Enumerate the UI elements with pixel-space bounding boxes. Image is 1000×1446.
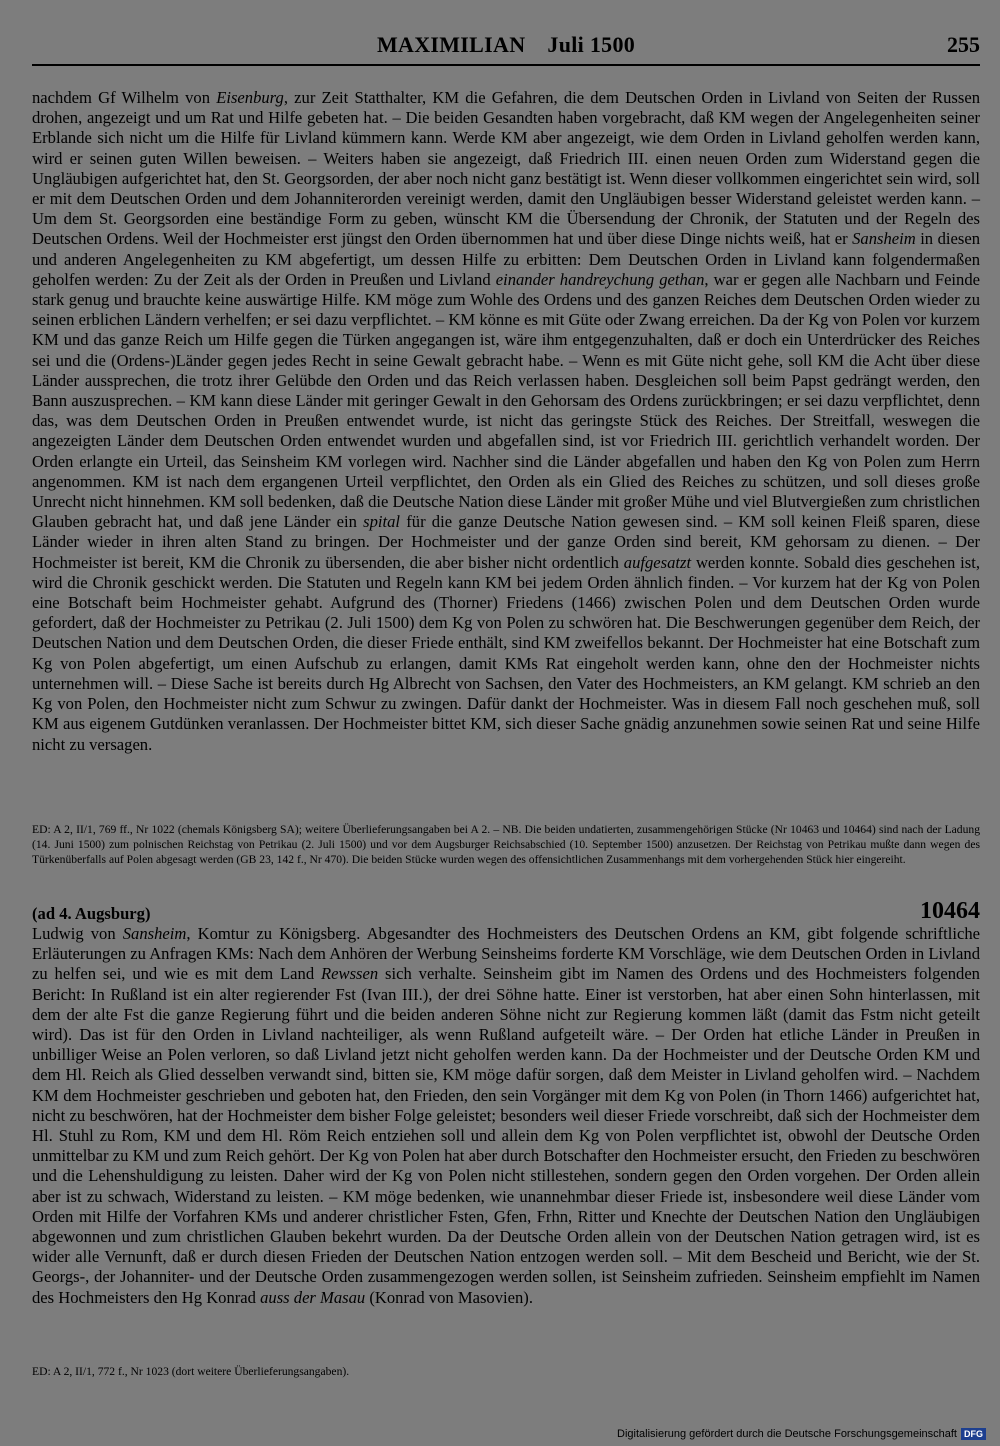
italic-term: aufgesatzt	[623, 552, 692, 572]
footer-credit-text: Digitalisierung gefördert durch die Deutsche Forschungsgemeinschaft	[617, 1427, 957, 1440]
edition-note-10463: ED: A 2, II/1, 769 ff., Nr 1022 (chemals Königsberg SA); weitere Überlieferungsangaben bei A 2. – NB. Die beiden undatierten, zusammengehörigen Stücke (Nr 10463 und 10464) sind nach der Ladung (14. Juni 1500) zum polnischen Reichstag von Petrikau (2. Juli 1500) und vor dem Augsburger Reichsabschied (10. September 1500) anzusetzen. Der Reichstag von Petrikau mußte dann wegen des Türkenüberfalls auf Polen abgesagt werden (GB 23, 142 f., Nr 470). Die beiden Stücke wurden wegen des offensichtlichen Zusammenhangs mit dem vorhergehenden Stück hier eingereiht.	[32, 823, 980, 867]
italic-term: Rewssen	[321, 964, 379, 984]
page-number: 255	[947, 32, 980, 57]
italic-term: Sansheim	[122, 924, 187, 943]
dfg-logo: DFG	[961, 1428, 986, 1440]
edition-note-10464: ED: A 2, II/1, 772 f., Nr 1023 (dort weitere Überlieferungsangaben).	[32, 1365, 350, 1378]
header-name: MAXIMILIAN	[376, 32, 526, 57]
entry-number: 10464	[920, 898, 980, 924]
running-title	[32, 32, 980, 58]
footer-credit	[617, 1428, 986, 1440]
italic-term: einander handreychung gethan	[495, 269, 705, 289]
entry-header	[32, 898, 980, 924]
header-date: Juli 1500	[547, 32, 636, 57]
italic-term: auss der Masau	[260, 1287, 366, 1307]
regest-paragraph-10464: Ludwig von Sansheim, Komtur zu Königsberg. Abgesandter des Hochmeisters des Deutschen Ordens an KM, gibt folgende schriftliche Erläuterungen zu Anfragen KMs: Nach dem Anhören der Werbung Seinsheims forderte KM Vorschläge, wie dem Deutschen Orden in Livland zu helfen sei, und wie es mit dem Land Rewssen sich verhalte. Seinsheim gibt im Namen des Ordens und des Hochmeisters folgenden Bericht: In Rußland ist ein alter regierender Fst (Ivan III.), der drei Söhne hatte. Einer ist verstorben, hat aber einen Sohn hinterlassen, mit dem der alte Fst die ganze Regierung führt und die beiden anderen Söhne nicht zur Regierung kommen läßt (damit das Fstm nicht geteilt wird). Das ist für den Orden in Livland nachteiliger, als wenn Rußland aufgeteilt wäre. – Der Orden hat etliche Länder in Preußen in unbilliger Weise an Polen verloren, so daß Livland jetzt nicht geholfen werden kann. Da der Hochmeister und der Deutsche Orden KM und dem Hl. Reich als Glied desselben verwandt sind, bitten sie, KM möge dafür sorgen, daß dem Meister in Livland geholfen wird. – Nachdem KM dem Hochmeister geschrieben und geboten hat, den Frieden, den sein Vorgänger mit dem Kg von Polen (in Thorn 1466) aufgerichtet hat, nicht zu beschwören, hat der Hochmeister dem bisher Folge geleistet; besonders weil dieser Friede vorschreibt, daß sich der Hochmeister dem Hl. Stuhl zu Rom, KM und dem Hl. Röm Reich entziehen soll und allein dem Kg von Polen verpflichtet ist, obwohl der Deutsche Orden unmittelbar zu KM und zum Reich gehört. Der Kg von Polen hat aber durch Botschafter den Hochmeister ersucht, den Frieden zu beschwören und die Lehenshuldigung zu leisten. Daher wird der Kg von Polen nicht stillestehen, sondern gegen den Orden vorgehen. Der Orden allein aber ist zu schwach, Widerstand zu leisten. – KM möge bedenken, wie unannehmbar dieser Friede ist, insbesondere weil diese Länder vom Orden mit Hilfe der Vorfahren KMs und anderer christlicher Fsten, Gfen, Frhn, Ritter und Knechte der Deutschen Nation den Ungläubigen abgewonnen und zum christlichen Glauben bekehrt wurden. Da der Deutsche Orden allein von der Deutschen Nation getragen wird, ist es wider alle Vernunft, daß er durch diesen Frieden der Deutschen Nation entzogen werden soll. – Mit dem Bescheid und Bericht, wie der St. Georgs-, der Johanniter- und der Deutsche Orden zusammengezogen werden sollen, ist Seinsheim zufrieden. Seinsheim empfiehlt im Namen des Hochmeisters den Hg Konrad auss der Masau (Konrad von Masovien).	[32, 924, 980, 1307]
regest-paragraph-10463: nachdem Gf Wilhelm von Eisenburg, zur Zeit Statthalter, KM die Gefahren, die dem Deutschen Orden in Livland von Seiten der Russen drohen, angezeigt und um Rat und Hilfe gebeten hat. – Die beiden Gesandten haben vorgebracht, daß KM wegen der Angelegenheiten seiner Erblande sich nicht um die Hilfe für Livland kümmern kann. Werde KM aber angezeigt, wie dem Orden in Livland geholfen werden kann, wird er seinen guten Willen beweisen. – Weiters haben sie angezeigt, daß Friedrich III. einen neuen Orden zum Widerstand gegen die Ungläubigen aufgerichtet hat, den St. Georgsorden, der aber noch nicht ganz bestätigt ist. Wenn dieser vollkommen eingerichtet sein wird, soll er mit dem Deutschen Orden und dem Johanniterorden vereinigt werden, damit den Ungläubigen besser Widerstand geleistet werden kann. – Um dem St. Georgsorden eine beständige Form zu geben, wünscht KM die Übersendung der Chronik, der Statuten und der Regeln des Deutschen Ordens. Weil der Hochmeister erst jüngst den Orden übernommen hat und über diese Dinge nichts weiß, hat er Sansheim in diesen und anderen Angelegenheiten zu KM abgefertigt, um dessen Hilfe zu erbitten: Dem Deutschen Orden in Livland kann folgendermaßen geholfen werden: Zu der Zeit als der Orden in Preußen und Livland einander handreychung gethan, war er gegen alle Nachbarn und Feinde stark genug und brauchte keine auswärtige Hilfe. KM möge zum Wohle des Ordens und des ganzen Reiches dem Deutschen Orden wieder zu seinen erblichen Ländern verhelfen; er sei dazu verpflichtet. – KM könne es mit Güte oder Zwang erreichen. Da der Kg von Polen vor kurzem KM und das ganze Reich um Hilfe gegen die Türken angegangen ist, wäre ihm entgegenzuhalten, daß er doch ein Unterdrücker des Reiches sei und die (Ordens-)Länder gegen jedes Recht in seine Gewalt gebracht habe. – Wenn es mit Güte nicht gehe, soll KM die Acht über diese Länder aussprechen, die trotz ihrer Gelübde den Orden und das Reich verlassen haben. Desgleichen soll beim Papst gedrängt werden, den Bann auszusprechen. – KM kann diese Länder mit geringer Gewalt in den Gehorsam des Ordens zurückbringen; er sei dazu verpflichtet, denn das, was dem Deutschen Orden in Preußen entwendet wurde, ist nicht das geringste Stück des Reiches. Der Streitfall, weswegen die angezeigten Länder dem Deutschen Orden entwendet wurden und abgefallen sind, ist vor Friedrich III. gerichtlich verhandelt worden. Der Orden erlangte ein Urteil, das Seinsheim KM vorlegen wird. Nachher sind die Länder abgefallen und haben den Kg von Polen zum Herrn angenommen. KM ist nach dem ergangenen Urteil verpflichtet, den Orden als ein Glied des Reiches zu schützen, und soll dieses große Unrecht nicht hinnehmen. KM soll bedenken, daß die Deutsche Nation diese Länder mit großer Mühe und viel Blutvergießen zum christlichen Glauben gebracht hat, und daß jene Länder ein spital für die ganze Deutsche Nation gewesen sind. – KM soll keinen Fleiß sparen, diese Länder wieder in ihren alten Stand zu bringen. Der Hochmeister und der ganze Orden sind bereit, KM gehorsam zu dienen. – Der Hochmeister ist bereit, KM die Chronik zu übersenden, die aber bisher nicht ordentlich aufgesatzt werden konnte. Sobald dies geschehen ist, wird die Chronik geschickt werden. Die Statuten und Regeln kann KM bei jedem Orden ähnlich finden. – Vor kurzem hat der Kg von Polen eine Botschaft beim Hochmeister gehabt. Aufgrund des (Thorner) Friedens (1466) zwischen Polen und dem Deutschen Orden wurde gefordert, daß der Hochmeister zu Petrikau (2. Juli 1500) dem Kg von Polen zu schwören hat. Die Beschwerungen gegenüber dem Reich, der Deutschen Nation und dem Deutschen Orden, die dieser Friede enthält, sind KM zweifellos bekannt. Der Hochmeister hat eine Botschaft zum Kg von Polen abgefertigt, um einen Aufschub zu erlangen, damit KMs Rat eingeholt werden kann, ohne den der Hochmeister nichts unternehmen will. – Diese Sache ist bereits durch Hg Albrecht von Sachsen, den Vater des Hochmeisters, an KM gelangt. KM schrieb an den Kg von Polen, den Hochmeister nicht zum Schwur zu zwingen. Dafür dankt der Hochmeister. Was in diesem Fall noch geschehen muß, soll KM aus eigenem Gutdünken veranlassen. Der Hochmeister bittet KM, sich dieser Sache gnädig anzunehmen sowie seinen Rat und seine Hilfe nicht zu versagen.	[32, 88, 981, 754]
entry-location: (ad 4. Augsburg)	[32, 904, 151, 923]
italic-term: Sansheim	[852, 229, 916, 249]
running-header	[32, 30, 980, 66]
italic-term: spital	[363, 512, 401, 532]
italic-term: Eisenburg	[216, 88, 284, 107]
